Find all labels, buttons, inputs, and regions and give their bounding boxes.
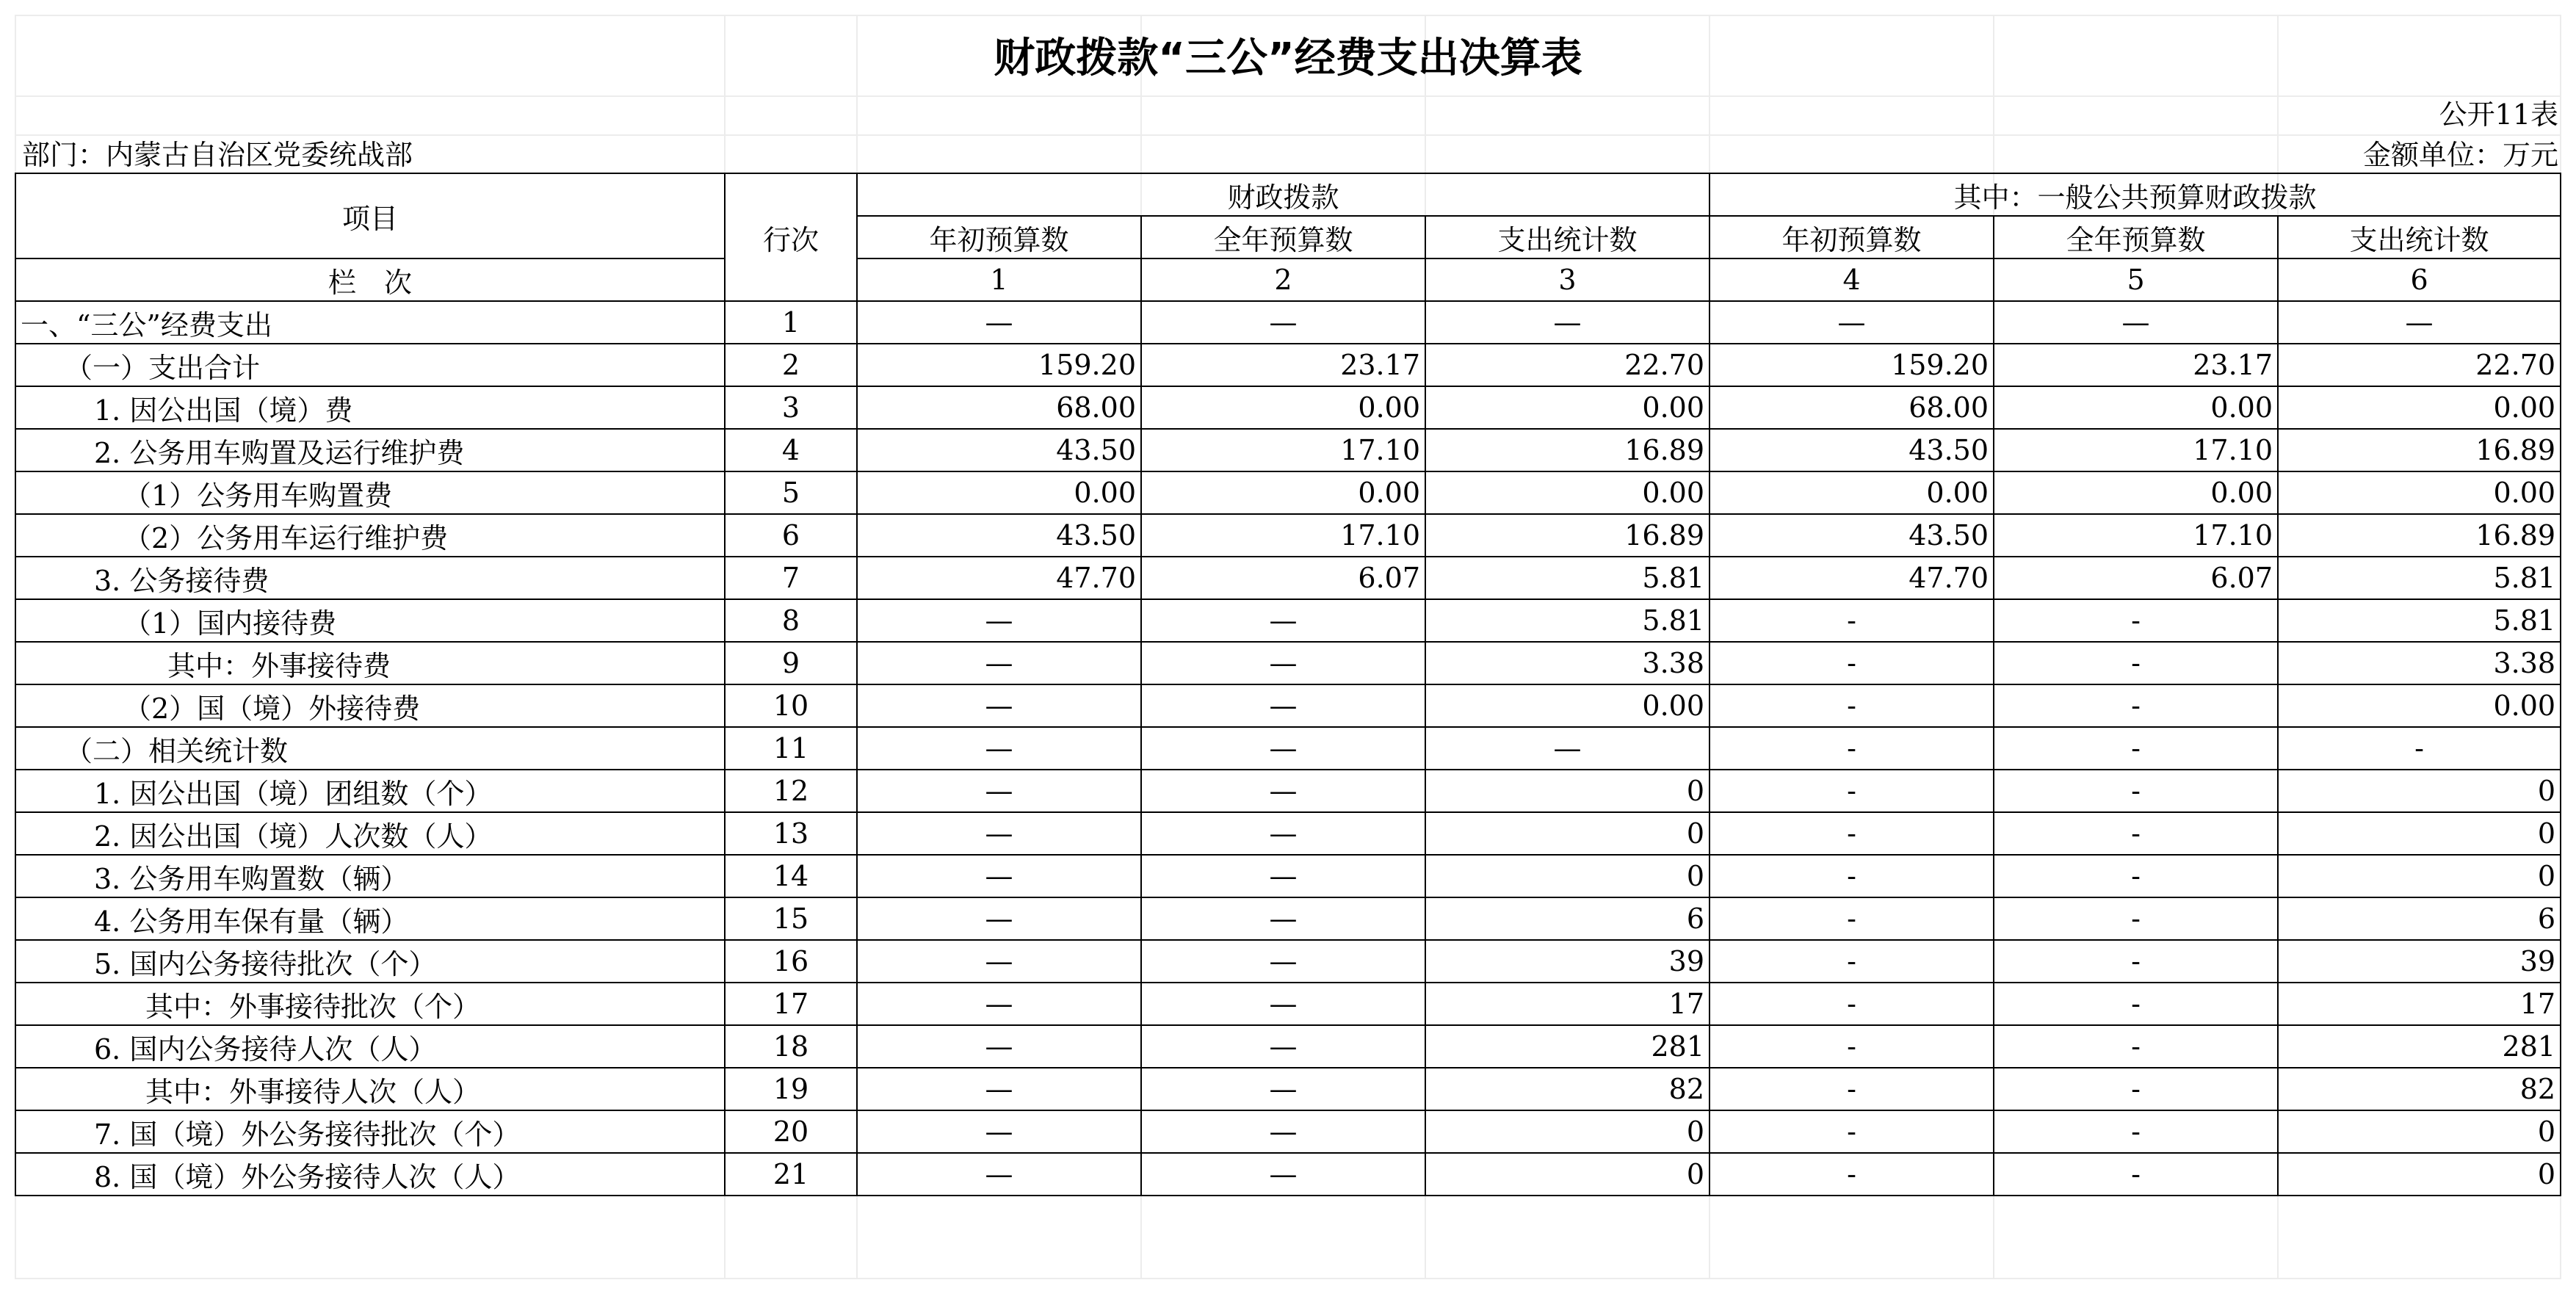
row-value: — xyxy=(1141,940,1425,983)
table-row xyxy=(15,429,2561,471)
row-value: 0 xyxy=(2278,855,2561,897)
row-value: 39 xyxy=(2278,940,2561,983)
row-value: - xyxy=(1994,642,2278,684)
header-group-general: 其中：一般公共预算财政拨款 xyxy=(1710,173,2561,216)
row-value: — xyxy=(1141,1110,1425,1153)
header-item: 项目 xyxy=(15,173,725,258)
row-value: 16.89 xyxy=(1425,429,1710,471)
row-value: - xyxy=(1994,812,2278,855)
row-value: 17.10 xyxy=(1141,514,1425,557)
row-value: 43.50 xyxy=(857,514,1141,557)
table-row xyxy=(15,983,2561,1025)
row-value: 68.00 xyxy=(857,386,1141,429)
row-number: 7 xyxy=(725,557,857,599)
table-row xyxy=(15,1025,2561,1068)
row-value: — xyxy=(857,301,1141,344)
header-col-number: 6 xyxy=(2278,258,2561,301)
row-value: — xyxy=(857,855,1141,897)
row-number: 15 xyxy=(725,897,857,940)
row-value: — xyxy=(1710,301,1994,344)
row-value: — xyxy=(1141,1025,1425,1068)
row-value: — xyxy=(857,1153,1141,1196)
row-value: 17 xyxy=(2278,983,2561,1025)
row-number: 19 xyxy=(725,1068,857,1110)
row-value: 281 xyxy=(1425,1025,1710,1068)
header-col: 全年预算数 xyxy=(1141,216,1425,258)
row-item-label: 4. 公务用车保有量（辆） xyxy=(15,897,725,940)
table-row xyxy=(15,557,2561,599)
row-value: 68.00 xyxy=(1710,386,1994,429)
row-number: 3 xyxy=(725,386,857,429)
header-col-number: 2 xyxy=(1141,258,1425,301)
department-label: 部门：内蒙古自治区党委统战部 xyxy=(22,139,413,171)
row-number: 17 xyxy=(725,983,857,1025)
table-row xyxy=(15,1110,2561,1153)
header-group-fiscal: 财政拨款 xyxy=(857,173,1710,216)
row-value: - xyxy=(1994,983,2278,1025)
table-row xyxy=(15,642,2561,684)
row-number: 1 xyxy=(725,301,857,344)
row-value: - xyxy=(1994,727,2278,770)
row-value: 3.38 xyxy=(2278,642,2561,684)
table-row xyxy=(15,684,2561,727)
row-number: 14 xyxy=(725,855,857,897)
table-row xyxy=(15,727,2561,770)
row-value: — xyxy=(1141,812,1425,855)
row-value: 22.70 xyxy=(2278,344,2561,386)
row-number: 16 xyxy=(725,940,857,983)
row-value: — xyxy=(857,1068,1141,1110)
row-number: 21 xyxy=(725,1153,857,1196)
row-value: 43.50 xyxy=(857,429,1141,471)
row-value: - xyxy=(1710,1068,1994,1110)
row-value: 0.00 xyxy=(1425,386,1710,429)
gridline xyxy=(15,95,2561,97)
row-value: — xyxy=(1994,301,2278,344)
row-value: - xyxy=(1994,855,2278,897)
header-col: 支出统计数 xyxy=(2278,216,2561,258)
row-value: 16.89 xyxy=(2278,429,2561,471)
row-value: 0 xyxy=(1425,1110,1710,1153)
row-number: 12 xyxy=(725,770,857,812)
row-value: 0.00 xyxy=(1425,471,1710,514)
report-title: 财政拨款“三公”经费支出决算表 xyxy=(994,35,1582,82)
row-value: — xyxy=(1141,855,1425,897)
row-value: - xyxy=(1710,1025,1994,1068)
row-value: - xyxy=(1710,599,1994,642)
gridline xyxy=(15,15,2561,16)
row-value: - xyxy=(1994,1068,2278,1110)
row-number: 18 xyxy=(725,1025,857,1068)
row-value: 159.20 xyxy=(1710,344,1994,386)
row-item-label: （1）公务用车购置费 xyxy=(15,471,725,514)
row-value: — xyxy=(1141,301,1425,344)
table-row xyxy=(15,301,2561,344)
row-item-label: 7. 国（境）外公务接待批次（个） xyxy=(15,1110,725,1153)
row-value: 0 xyxy=(2278,812,2561,855)
row-value: 23.17 xyxy=(1141,344,1425,386)
row-value: 0.00 xyxy=(857,471,1141,514)
row-item-label: 3. 公务用车购置数（辆） xyxy=(15,855,725,897)
table-row xyxy=(15,940,2561,983)
row-value: 0 xyxy=(1425,855,1710,897)
row-item-label: （2）公务用车运行维护费 xyxy=(15,514,725,557)
row-value: 0.00 xyxy=(1141,386,1425,429)
row-value: — xyxy=(1141,642,1425,684)
row-number: 4 xyxy=(725,429,857,471)
header-col: 支出统计数 xyxy=(1425,216,1710,258)
row-value: 23.17 xyxy=(1994,344,2278,386)
row-item-label: 其中：外事接待人次（人） xyxy=(15,1068,725,1110)
row-number: 11 xyxy=(725,727,857,770)
table-row xyxy=(15,855,2561,897)
row-value: — xyxy=(1141,684,1425,727)
gridline xyxy=(15,1278,2561,1279)
row-value: — xyxy=(1141,727,1425,770)
table-row xyxy=(15,1068,2561,1110)
row-item-label: 其中：外事接待批次（个） xyxy=(15,983,725,1025)
row-value: 0.00 xyxy=(1994,386,2278,429)
row-value: 82 xyxy=(1425,1068,1710,1110)
header-col-number: 5 xyxy=(1994,258,2278,301)
table-row xyxy=(15,386,2561,429)
row-value: 0.00 xyxy=(1425,684,1710,727)
row-number: 8 xyxy=(725,599,857,642)
row-value: 22.70 xyxy=(1425,344,1710,386)
row-value: — xyxy=(1141,1068,1425,1110)
row-value: 6.07 xyxy=(1994,557,2278,599)
row-number: 9 xyxy=(725,642,857,684)
row-value: — xyxy=(2278,301,2561,344)
row-value: 6 xyxy=(1425,897,1710,940)
row-number: 2 xyxy=(725,344,857,386)
header-row-numbers xyxy=(15,258,2561,301)
row-item-label: 其中：外事接待费 xyxy=(15,642,725,684)
expense-table xyxy=(15,173,2561,1196)
row-value: - xyxy=(1710,727,1994,770)
row-item-label: 8. 国（境）外公务接待人次（人） xyxy=(15,1153,725,1196)
row-number: 6 xyxy=(725,514,857,557)
row-value: 0 xyxy=(1425,770,1710,812)
row-value: 0 xyxy=(2278,1110,2561,1153)
row-value: — xyxy=(1141,983,1425,1025)
row-value: 0.00 xyxy=(1141,471,1425,514)
row-value: — xyxy=(857,684,1141,727)
row-item-label: 1. 因公出国（境）费 xyxy=(15,386,725,429)
row-value: - xyxy=(1710,812,1994,855)
row-value: - xyxy=(2278,727,2561,770)
row-value: 6 xyxy=(2278,897,2561,940)
row-value: 47.70 xyxy=(1710,557,1994,599)
row-value: - xyxy=(1710,684,1994,727)
row-value: 0.00 xyxy=(1710,471,1994,514)
row-value: - xyxy=(1710,1110,1994,1153)
row-value: - xyxy=(1710,642,1994,684)
row-value: 43.50 xyxy=(1710,429,1994,471)
row-value: 0.00 xyxy=(2278,471,2561,514)
row-item-label: 6. 国内公务接待人次（人） xyxy=(15,1025,725,1068)
row-item-label: 5. 国内公务接待批次（个） xyxy=(15,940,725,983)
unit-label: 金额单位：万元 xyxy=(2362,139,2558,171)
row-value: - xyxy=(1710,897,1994,940)
header-col: 年初预算数 xyxy=(1710,216,1994,258)
row-value: 43.50 xyxy=(1710,514,1994,557)
row-number: 10 xyxy=(725,684,857,727)
row-value: - xyxy=(1994,1153,2278,1196)
row-value: — xyxy=(857,940,1141,983)
row-value: 17.10 xyxy=(1994,429,2278,471)
row-value: 6.07 xyxy=(1141,557,1425,599)
table-row xyxy=(15,471,2561,514)
row-value: — xyxy=(857,897,1141,940)
row-value: - xyxy=(1710,940,1994,983)
row-value: 16.89 xyxy=(1425,514,1710,557)
form-number: 公开11表 xyxy=(2439,98,2558,131)
row-value: — xyxy=(857,1025,1141,1068)
row-value: — xyxy=(857,642,1141,684)
row-item-label: （一）支出合计 xyxy=(15,344,725,386)
row-item-label: 2. 公务用车购置及运行维护费 xyxy=(15,429,725,471)
table-row xyxy=(15,812,2561,855)
row-value: - xyxy=(1994,599,2278,642)
row-value: - xyxy=(1994,1110,2278,1153)
row-value: — xyxy=(1141,897,1425,940)
row-value: - xyxy=(1710,855,1994,897)
row-value: - xyxy=(1994,684,2278,727)
table-row xyxy=(15,1153,2561,1196)
table-row xyxy=(15,599,2561,642)
header-col-number: 1 xyxy=(857,258,1141,301)
row-value: 0 xyxy=(2278,1153,2561,1196)
row-value: 0.00 xyxy=(1994,471,2278,514)
row-item-label: 一、“三公”经费支出 xyxy=(15,301,725,344)
row-value: 281 xyxy=(2278,1025,2561,1068)
row-value: - xyxy=(1710,983,1994,1025)
row-value: 0 xyxy=(2278,770,2561,812)
table-row xyxy=(15,344,2561,386)
row-item-label: 2. 因公出国（境）人次数（人） xyxy=(15,812,725,855)
row-value: - xyxy=(1710,770,1994,812)
row-value: - xyxy=(1710,1153,1994,1196)
row-value: 39 xyxy=(1425,940,1710,983)
header-col: 全年预算数 xyxy=(1994,216,2278,258)
row-value: 16.89 xyxy=(2278,514,2561,557)
row-value: — xyxy=(857,599,1141,642)
row-value: 5.81 xyxy=(1425,557,1710,599)
row-value: 5.81 xyxy=(2278,557,2561,599)
row-value: — xyxy=(1425,301,1710,344)
row-item-label: （1）国内接待费 xyxy=(15,599,725,642)
header-col: 年初预算数 xyxy=(857,216,1141,258)
header-col-number: 3 xyxy=(1425,258,1710,301)
row-value: 82 xyxy=(2278,1068,2561,1110)
table-row xyxy=(15,770,2561,812)
row-number: 5 xyxy=(725,471,857,514)
row-value: — xyxy=(1141,1153,1425,1196)
row-number: 13 xyxy=(725,812,857,855)
row-value: — xyxy=(1141,770,1425,812)
row-value: 0.00 xyxy=(2278,386,2561,429)
row-value: — xyxy=(857,727,1141,770)
table-row xyxy=(15,514,2561,557)
row-value: 17 xyxy=(1425,983,1710,1025)
row-item-label: （二）相关统计数 xyxy=(15,727,725,770)
row-value: 5.81 xyxy=(2278,599,2561,642)
row-number: 20 xyxy=(725,1110,857,1153)
row-value: 159.20 xyxy=(857,344,1141,386)
row-value: — xyxy=(1141,599,1425,642)
row-value: - xyxy=(1994,940,2278,983)
row-item-label: 1. 因公出国（境）团组数（个） xyxy=(15,770,725,812)
row-value: 17.10 xyxy=(1141,429,1425,471)
row-value: — xyxy=(857,1110,1141,1153)
row-value: 17.10 xyxy=(1994,514,2278,557)
row-item-label: （2）国（境）外接待费 xyxy=(15,684,725,727)
row-value: — xyxy=(857,770,1141,812)
header-lanci: 栏 次 xyxy=(15,258,725,301)
row-value: - xyxy=(1994,897,2278,940)
header-col-number: 4 xyxy=(1710,258,1994,301)
row-item-label: 3. 公务接待费 xyxy=(15,557,725,599)
row-value: — xyxy=(857,812,1141,855)
row-value: — xyxy=(1425,727,1710,770)
row-value: 3.38 xyxy=(1425,642,1710,684)
header-row-no: 行次 xyxy=(725,173,857,301)
row-value: - xyxy=(1994,770,2278,812)
row-value: 0 xyxy=(1425,1153,1710,1196)
row-value: 0 xyxy=(1425,812,1710,855)
table-row xyxy=(15,897,2561,940)
header-row-groups xyxy=(15,173,2561,216)
row-value: - xyxy=(1994,1025,2278,1068)
row-value: 5.81 xyxy=(1425,599,1710,642)
row-value: 47.70 xyxy=(857,557,1141,599)
row-value: — xyxy=(857,983,1141,1025)
row-value: 0.00 xyxy=(2278,684,2561,727)
